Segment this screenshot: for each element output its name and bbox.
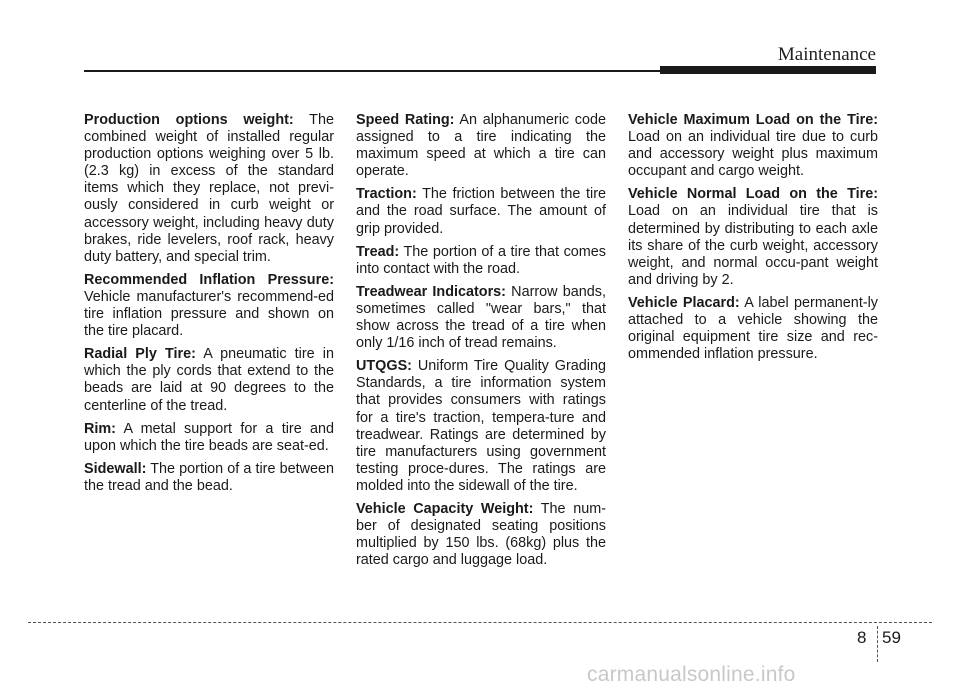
- definition-term: Speed Rating:: [356, 112, 455, 128]
- definition-text: The num-ber of designated seating positions multiplied by 150 lbs. (68kg) plus the rated cargo and luggage load.: [356, 500, 606, 569]
- definition-term: Rim:: [84, 420, 116, 437]
- definition-paragraph: [356, 358, 606, 495]
- definition-paragraph: [84, 461, 334, 495]
- footer-dashed-rule: [28, 622, 932, 623]
- definition-paragraph: [356, 112, 606, 180]
- page-number: 59: [882, 628, 901, 647]
- definition-paragraph: [628, 112, 878, 180]
- definition-term: Sidewall:: [84, 460, 147, 477]
- definition-paragraph: [84, 421, 334, 455]
- definition-term: Recommended Inflation Pressure:: [84, 271, 334, 288]
- definition-paragraph: [84, 272, 334, 340]
- header-tab-bar: [660, 66, 876, 74]
- definition-text: An alphanumeric code assigned to a tire indicating the maximum speed at which a tire can operate.: [356, 112, 607, 180]
- definition-term: Vehicle Maximum Load on the Tire:: [628, 112, 878, 128]
- definition-term: Tread:: [356, 243, 400, 260]
- definition-term: UTQGS:: [356, 358, 412, 375]
- definition-paragraph: [628, 295, 878, 363]
- definition-text: The friction between the tire and the road surface. The amount of grip provided.: [356, 186, 606, 237]
- definition-text: A pneumatic tire in which the ply cords that extend to the beads are laid at 90 degrees to the centerline of the tread.: [84, 346, 334, 414]
- definition-text: Load on an individual tire that is determined by distributing to each axle its share of the curb weight, accessory weight, and normal occu-pant weight and driving by 2.: [628, 203, 878, 288]
- definition-paragraph: [356, 186, 606, 237]
- definition-paragraph: [84, 346, 334, 414]
- definition-text: The portion of a tire that comes into contact with the road.: [356, 243, 606, 277]
- watermark: carmanualsonline.info: [587, 663, 796, 686]
- definition-term: Vehicle Placard:: [628, 294, 740, 311]
- definition-paragraph: [356, 244, 606, 278]
- header-rule: [84, 70, 660, 72]
- definition-text: Uniform Tire Quality Grading Standards, a tire information system that provides consumers with ratings for a tire's traction, tempera-ture and treadwear. Ratings are determined by tire manufacturers using government testing proce-dures. The ratings are molded into the sidewall of the tire.: [356, 358, 606, 494]
- definition-text: Vehicle manufacturer's recommend-ed tire inflation pressure and shown on the tire placard.: [84, 288, 334, 340]
- chapter-number: 8: [857, 628, 867, 647]
- definition-text: The combined weight of installed regular production options weighing over 5 lb.(2.3 kg) in excess of the standard items which they replace, not previ-ously considered in curb weight or accessory weight, including heavy duty brakes, ride levelers, roof rack, heavy duty battery, and special trim.: [84, 112, 334, 265]
- column-2: [356, 112, 606, 575]
- definition-text: Narrow bands, sometimes called "wear bars," that show across the tread of a tire when only 1/16 inch of tread remains.: [356, 283, 606, 352]
- definition-term: Vehicle Capacity Weight:: [356, 500, 534, 517]
- definition-paragraph: [356, 501, 606, 569]
- definition-term: Production options weight:: [84, 112, 294, 128]
- definition-paragraph: [628, 186, 878, 289]
- definition-term: Radial Ply Tire:: [84, 346, 196, 363]
- definition-term: Traction:: [356, 186, 417, 203]
- definition-text: The portion of a tire between the tread and the bead.: [84, 460, 334, 494]
- footer-dashed-divider: [877, 626, 878, 662]
- column-1: [84, 112, 334, 501]
- column-3: [628, 112, 878, 369]
- definition-text: A label permanent-ly attached to a vehicle showing the original equipment tire size and rec-ommended inflation pressure.: [628, 294, 878, 363]
- definition-term: Treadwear Indicators:: [356, 283, 506, 300]
- definition-text: Load on an individual tire due to curb and accessory weight plus maximum occupant and cargo weight.: [628, 129, 878, 180]
- definition-paragraph: [356, 284, 606, 352]
- definition-text: A metal support for a tire and upon which the tire beads are seat-ed.: [84, 420, 334, 454]
- section-title: Maintenance: [777, 44, 876, 65]
- definition-term: Vehicle Normal Load on the Tire:: [628, 186, 878, 203]
- definition-paragraph: [84, 112, 334, 266]
